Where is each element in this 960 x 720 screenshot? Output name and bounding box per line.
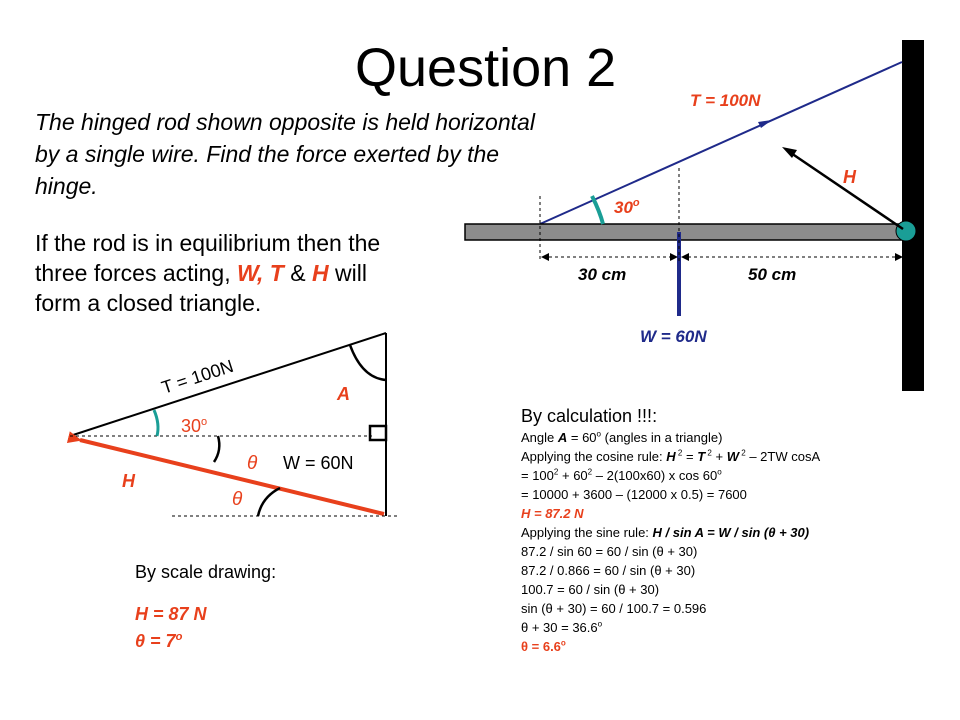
scale-drawing-heading: By scale drawing: <box>135 562 277 582</box>
hinge-label: H <box>843 167 856 187</box>
calc-l2-g: + <box>711 449 727 464</box>
scale-drawing-results <box>135 601 207 655</box>
calc-l1-e: (angles in a triangle) <box>601 430 723 445</box>
angle-a-arc <box>350 345 386 380</box>
hinge-force-arrow <box>788 151 903 229</box>
theta-label-upper: θ <box>247 453 258 474</box>
tension-label: T = 100N <box>690 91 761 110</box>
calc-line-8: 87.2 / 0.866 = 60 / sin (θ + 30) <box>521 563 696 578</box>
equilibrium-amp: & <box>283 260 312 286</box>
scale-theta-degree: o <box>175 631 183 643</box>
calc-l3-b: 2 <box>553 467 559 477</box>
rod-diagram <box>465 40 924 391</box>
dim-50cm-left-arrowhead <box>681 253 689 261</box>
equilibrium-h: H <box>311 260 329 286</box>
calc-l3-c: + 60 <box>558 468 588 483</box>
calc-line-5: H = 87.2 N <box>521 506 584 521</box>
scale-theta-value: θ = 7 <box>135 631 176 651</box>
dim-30cm-left-arrowhead <box>541 253 549 261</box>
hinge-icon <box>896 221 916 241</box>
rod-angle-value: 30 <box>614 198 633 217</box>
page-title: Question 2 <box>355 38 617 98</box>
calc-l2-c: 2 <box>675 448 683 458</box>
left-distance-label: 30 cm <box>578 265 627 284</box>
calc-l6-a: Applying the sine rule: <box>521 525 653 540</box>
calc-line-12 <box>521 637 941 656</box>
calc-l3-d: 2 <box>587 467 593 477</box>
calc-l11-b: o <box>597 619 603 629</box>
calc-l12-a: θ = 6.6 <box>521 639 561 654</box>
equilibrium-before: If the rod is in equilibrium then the three forces acting, <box>35 230 381 286</box>
triangle-angle-value: 30 <box>181 416 202 436</box>
calc-l2-i: 2 <box>738 448 746 458</box>
dim-50cm-right-arrowhead <box>895 253 903 261</box>
theta-arc-lower <box>258 488 280 516</box>
calc-l2-f: 2 <box>705 448 712 458</box>
calc-line-3 <box>521 466 941 485</box>
theta-arc-upper <box>214 436 219 462</box>
calc-line-11 <box>521 618 941 637</box>
triangle-angle-degree: o <box>201 416 208 428</box>
calc-line-10: sin (θ + 30) = 60 / 100.7 = 0.596 <box>521 601 707 616</box>
calc-line-7: 87.2 / sin 60 = 60 / sin (θ + 30) <box>521 544 698 559</box>
right-distance-label: 50 cm <box>748 265 797 284</box>
wire-arrowhead <box>758 120 772 128</box>
calc-l2-b: H <box>666 449 676 464</box>
dim-30cm-right-arrowhead <box>670 253 678 261</box>
triangle-w-label: W = 60N <box>283 453 354 473</box>
rod <box>465 224 907 240</box>
wall <box>902 40 924 391</box>
theta-label-lower: θ <box>232 489 243 510</box>
calc-line-1 <box>521 428 941 447</box>
calc-l2-j: – 2TW cosA <box>745 449 821 464</box>
calc-l2-d: = <box>682 449 698 464</box>
rod-angle-degree: o <box>632 197 640 209</box>
scale-h-result: H = 87 N <box>135 604 207 624</box>
triangle-angle-label <box>181 416 207 436</box>
weight-label: W = 60N <box>640 327 707 346</box>
problem-text: The hinged rod shown opposite is held horizontal by a single wire. Find the force exerted by the hinge. <box>35 109 535 199</box>
calc-l3-e: – 2(100x60) x cos 60 <box>592 468 718 483</box>
scale-theta-result <box>135 628 207 655</box>
calculation-panel <box>521 404 941 656</box>
calc-l3-f: o <box>717 467 722 477</box>
calc-l11-a: θ + 30 = 36.6 <box>521 620 598 635</box>
calc-line-4: = 10000 + 3600 – (12000 x 0.5) = 7600 <box>521 487 747 502</box>
angle-arc-30 <box>592 196 603 224</box>
calc-l2-a: Applying the cosine rule: <box>521 449 667 464</box>
calc-line-6 <box>521 523 941 542</box>
calc-l1-d: o <box>596 429 602 439</box>
calculation-heading: By calculation !!!: <box>521 406 658 426</box>
calc-l6-b: H / sin A = W / sin (θ + 30) <box>652 525 810 540</box>
triangle-a-label: A <box>337 384 350 404</box>
calc-l1-a: Angle <box>521 430 558 445</box>
calc-l2-e: T <box>697 449 706 464</box>
triangle-angle-30-arc <box>154 410 158 436</box>
equilibrium-forces: W, T <box>237 260 284 286</box>
calc-line-9: 100.7 = 60 / sin (θ + 30) <box>521 582 660 597</box>
right-angle-box <box>370 426 386 440</box>
rod-angle-label <box>614 197 640 217</box>
calc-l12-b: o <box>560 638 566 648</box>
calc-l1-b: A <box>557 430 568 445</box>
equilibrium-after: will form a closed triangle. <box>35 260 367 316</box>
calc-l1-c: = 60 <box>567 430 597 445</box>
triangle-h-label: H <box>122 471 135 491</box>
calc-line-2 <box>521 447 941 466</box>
calc-l2-h: W <box>726 449 739 464</box>
triangle-t-label: T = 100N <box>159 355 236 398</box>
calc-l3-a: = 100 <box>521 468 554 483</box>
force-triangle <box>70 333 398 516</box>
